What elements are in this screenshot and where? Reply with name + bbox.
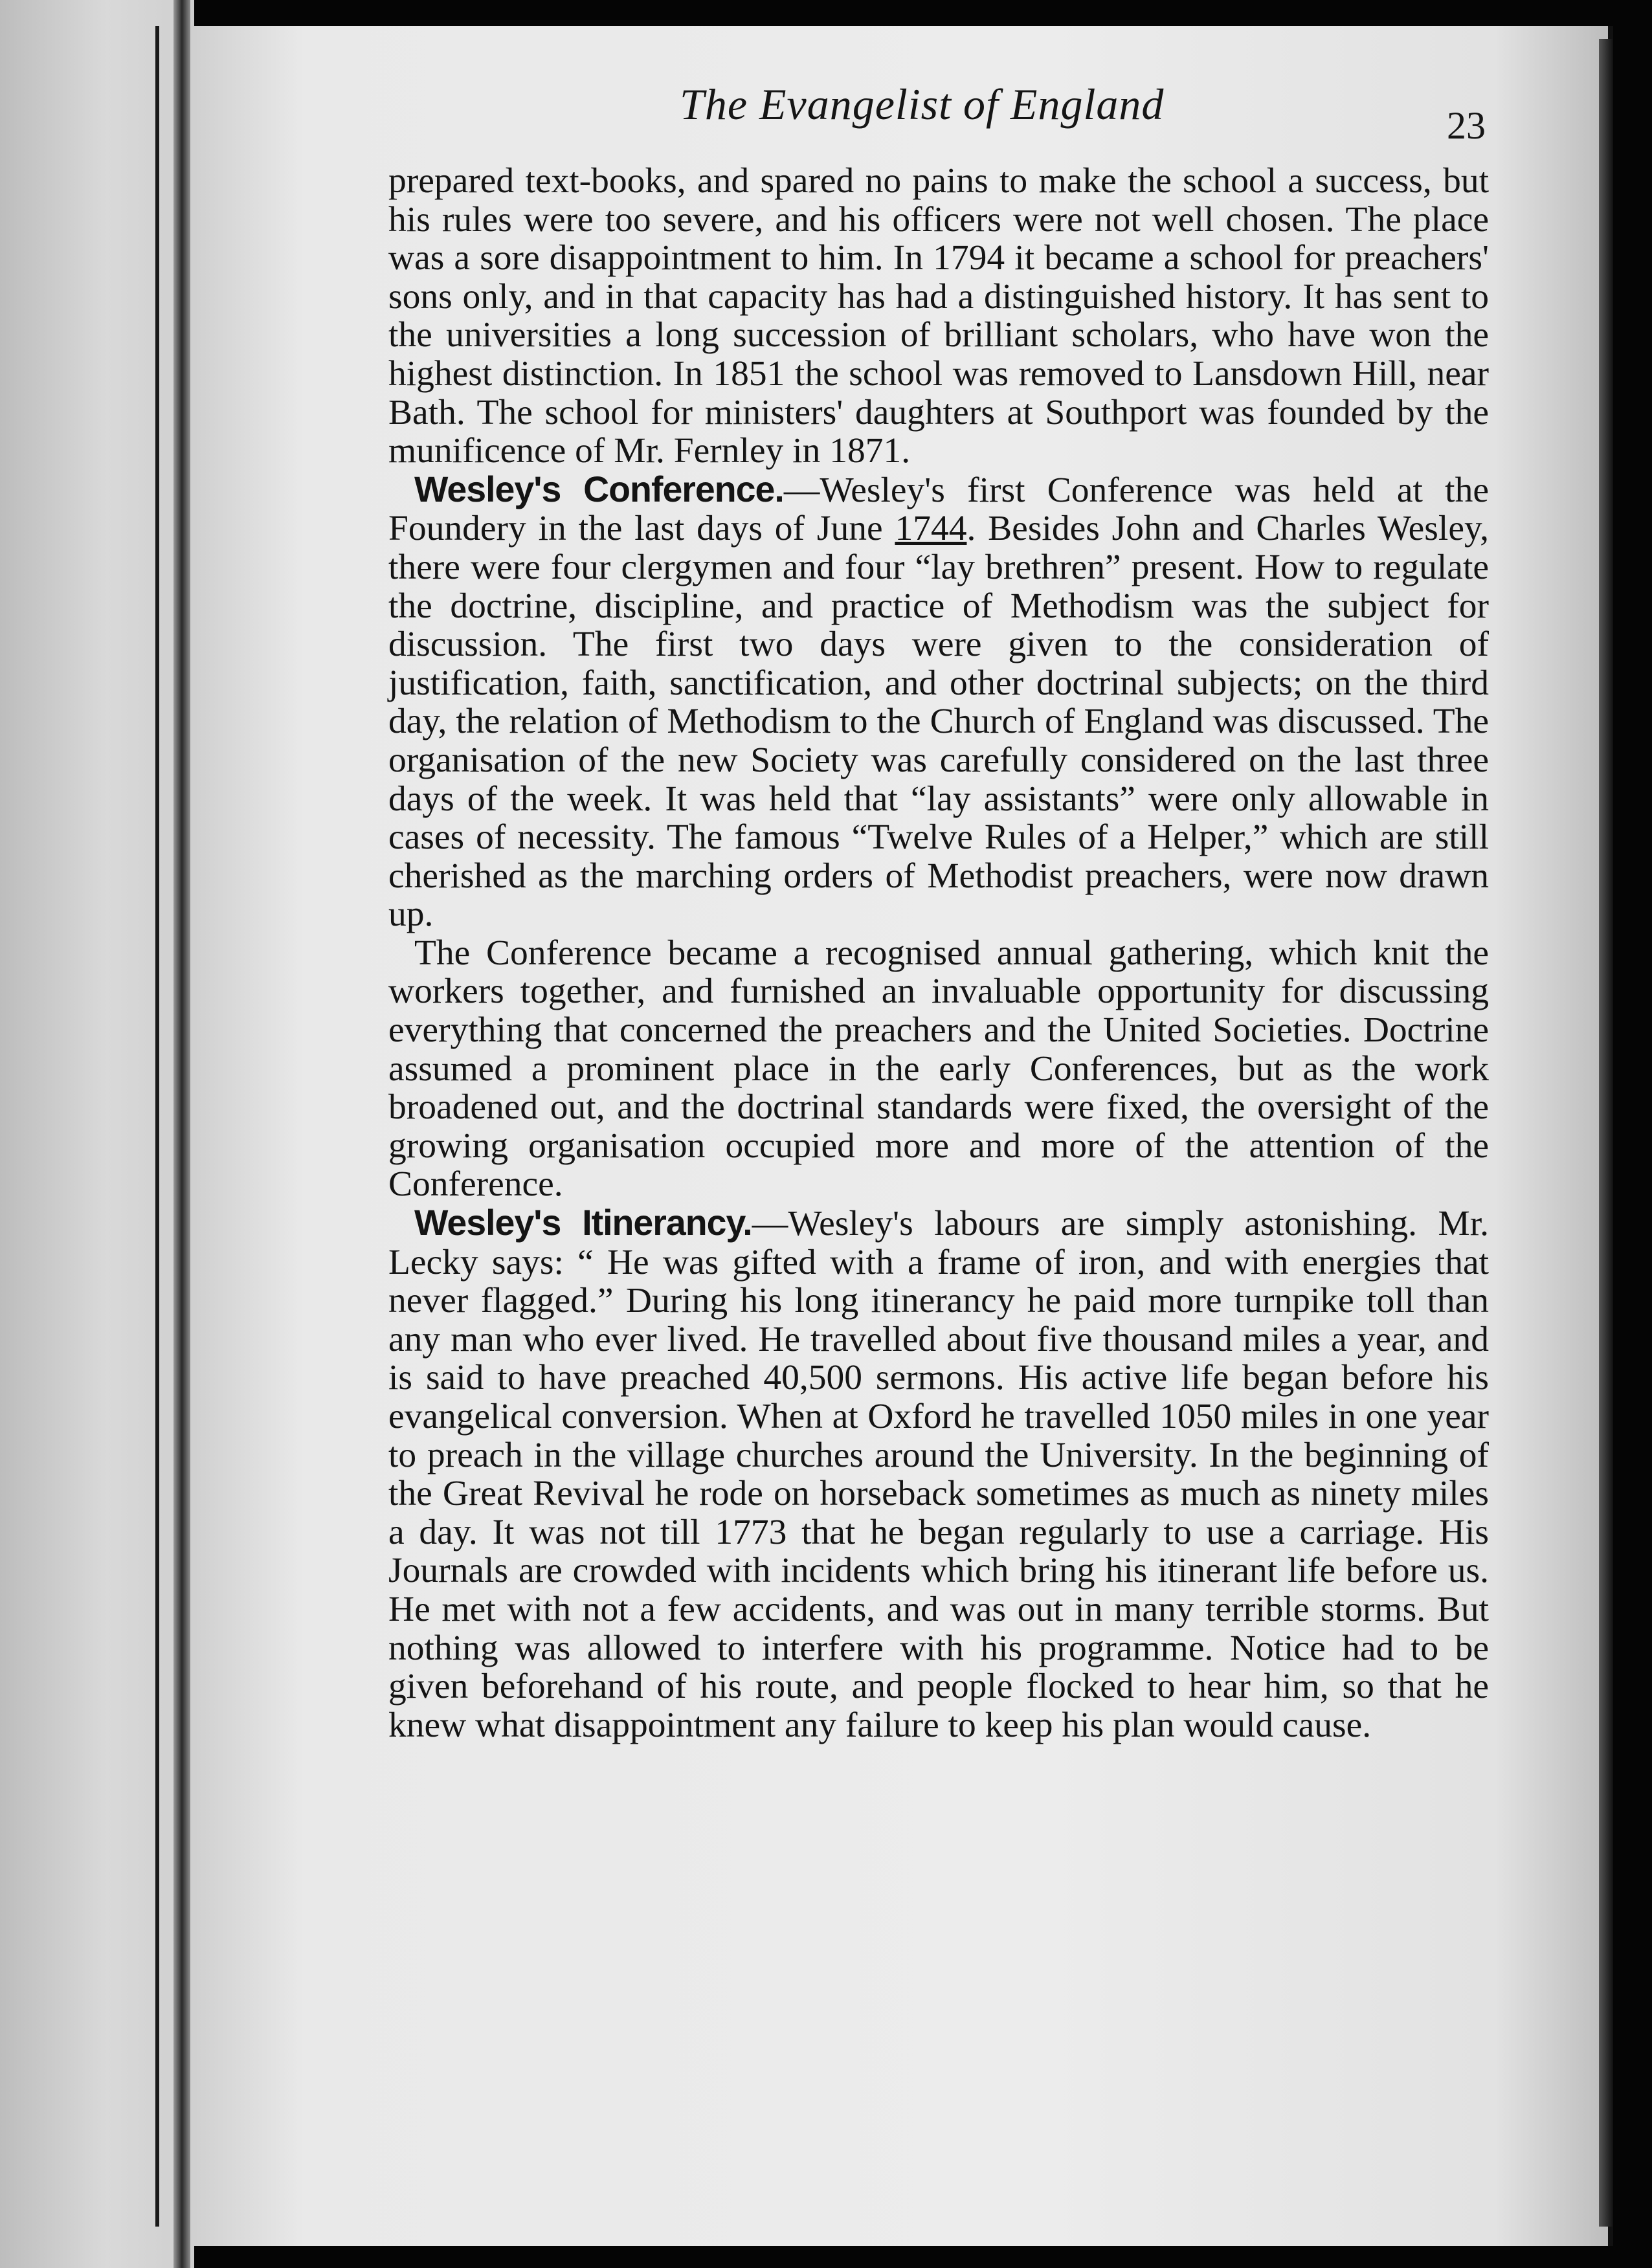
paragraph-conference-text-b: . Besides John and Charles Wesley, there were four clergymen and four “lay brethren” present. How to regulate the doctrine, discipline, and practice of Methodism was the subject for discussion. The first two days were given to the consideration of justification, faith, sanctification, and other doctrinal subjects; on the third day, the relation of Methodism to the Church of England was discussed. The organisation of the new Society was carefully considered on the last three days of the week. It was held that “lay assistants” were only allowable in cases of necessity. The famous “Twelve Rules of a Helper,” which are still cherished as the marching orders of Methodist preachers, were now drawn up. (388, 509, 1489, 935)
section-heading-conference: Wesley's Conference. (414, 469, 784, 509)
paragraph-itinerancy-text: —Wesley's labours are simply astonishing. Mr. Lecky says: “ He was gifted with a frame of iron, and with energies that never flagged.” During his long itinerancy he paid more turnpike toll than any man who ever lived. He travelled about five thousand miles a year, and is said to have preached 40,500 sermons. His active life began before his evangelical conversion. When at Oxford he travelled 1050 miles in one year to preach in the village churches around the University. In the beginning of the Great Revival he rode on horseback sometimes as much as ninety miles a day. It was not till 1773 that he began regularly to use a carriage. His Journals are crowded with incidents which bring his itinerant life before us. He met with not a few accidents, and was out in many terrible storms. But nothing was allowed to interfere with his programme. Notice had to be given beforehand of his route, and people flocked to hear him, so that he knew what disappointment any failure to keep his plan would cause. (388, 1204, 1490, 1745)
page-edge-shadow (1599, 39, 1613, 2227)
underlined-year: 1744 (895, 509, 967, 549)
paragraph-conference-text-a: —Wesley's first Conference was held at the Foundery in the last days of June (388, 470, 1489, 549)
section-heading-itinerancy: Wesley's Itinerancy. (414, 1203, 752, 1243)
page-number: 23 (1447, 104, 1486, 147)
paragraph-school: prepared text-books, and spared no pains to make the school a success, but his rules were too severe, and his officers were not well chosen. The place was a sore disappointment to him. In 1794 it became a school for preachers' sons only, and in that capacity has had a distinguished history. It has sent to the universities a long succession of brilliant scholars, who have won the highest distinction. In 1851 the school was removed to Lansdown Hill, near Bath. The school for ministers' daughters at Southport was founded by the munificence of Mr. Fernley in 1871. (388, 161, 1489, 471)
running-title: The Evangelist of England (680, 80, 1165, 129)
facing-page-rule (155, 26, 159, 2227)
book-gutter (173, 0, 190, 2268)
body-text (388, 162, 1489, 1744)
paragraph-itinerancy (388, 1204, 1489, 1744)
paragraph-conference-gathering: The Conference became a recognised annual gathering, which knit the workers together, and furnished an invaluable opportunity for discussing everything that concerned the preachers and the United Societies. Doctrine assumed a prominent place in the early Conferences, but as the work broadened out, and the doctrinal standards were fixed, the oversight of the growing organisation occupied more and more of the attention of the Conference. (388, 933, 1489, 1205)
paragraph-conference (388, 471, 1489, 934)
facing-page-edge (0, 0, 194, 2268)
